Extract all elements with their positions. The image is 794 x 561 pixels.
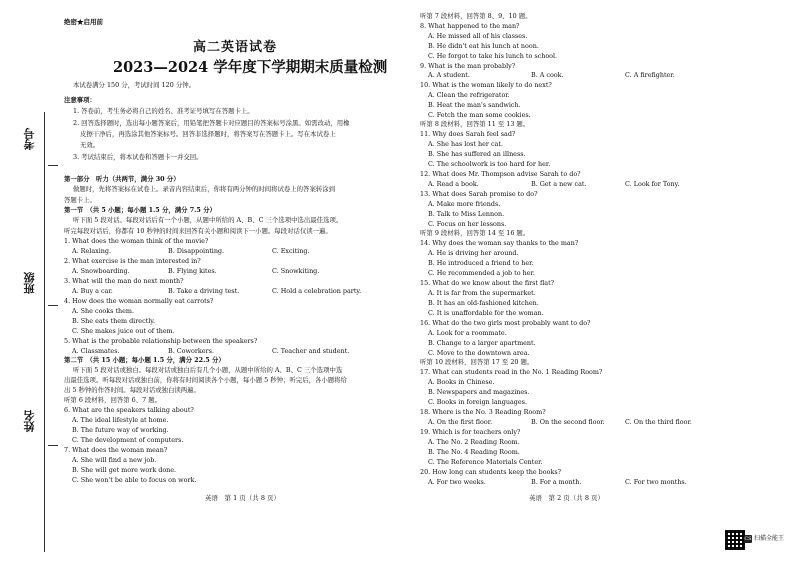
left-line: 出最佳选项。听每段对话或独白前，你将有时间阅读各个小题，每小题 5 秒钟；听完后，各小题将给 [64,376,347,384]
left-line: 做题时，先将答案标在试卷上。录音内容结束后，你将有两分钟的时间将试卷上的答案转涂到 [73,185,336,193]
right-line: C. It is unaffordable for the woman. [428,309,544,317]
left-line: C. The development of computers. [72,436,184,444]
right-line: A. For two weeks. [428,478,486,486]
right-line: 9. What is the man probably? [420,62,516,70]
right-line: B. Change to a larger apartment. [428,339,536,347]
fill-line [48,445,58,446]
right-line: 17. What can students read in the No. 1 Reading Room? [420,368,603,376]
exam-number-label: 考号 [23,128,36,150]
right-line: 13. What does Sarah promise to do? [420,190,538,198]
left-line: 1. 答卷前，考生务必将自己的姓名、准考证号填写在答题卡上。 [73,107,254,115]
left-line: A. Snowboarding. [72,267,130,275]
right-line: 听第 8 段材料，回答第 11 至 13 题。 [420,120,530,128]
right-line: B. Heat the man's sandwich. [428,101,521,109]
right-line: A. The No. 2 Reading Room. [428,438,520,446]
left-line: 皮擦干净后，再选涂其他答案标号。回答非选择题时，将答案写在答题卡上。写在本试卷上 [80,130,336,138]
right-line: A. She has lost her cat. [428,140,503,148]
left-line: 出 5 秒钟的作答时间。每段对话或独白读两遍。 [64,386,200,394]
left-line: 第二节 （共 15 小题；每小题 1.5 分，满分 22.5 分） [64,356,225,364]
right-line: B. For a month. [531,478,582,486]
right-line: A. A student. [428,71,470,79]
fill-line [48,165,58,166]
right-line: A. On the first floor. [428,418,493,426]
right-line: 19. Which is for teachers only? [420,428,521,436]
right-line: C. A firefighter. [625,71,675,79]
right-line: 听第 10 段材料，回答第 17 至 20 题。 [420,358,534,366]
right-line: A. Look for a roommate. [428,329,507,337]
right-line: A. He is driving her around. [428,249,519,257]
class-label: 班级 [23,272,36,294]
left-line: 听完每段对话后，你都有 10 秒钟的时间来回答有关小题和阅读下一小题。每段对话仅读一遍。 [64,227,332,235]
exam-title: 高二英语试卷 [193,40,278,55]
right-line: B. He introduced a friend to her. [428,259,534,267]
left-line: 3. 考试结束后，将本试卷和答题卡一并交回。 [73,153,203,161]
left-line: 注意事项： [64,96,96,104]
scanner-watermark-text: 扫描全能王 [754,535,785,542]
scanner-logo-icon: CS [744,536,752,542]
left-line: 第一部分 听力（共两节，满分 30 分） [64,175,180,183]
left-line: 答题卡上。 [64,196,96,204]
left-line: 2. 回答选择题时，选出每小题答案后，用铅笔把答题卡对应题目的答案标号涂黑。如需改动，用橡 [73,119,350,127]
left-line: B. Disappointing. [168,247,225,255]
right-line: B. Talk to Miss Lennon. [428,210,505,218]
left-line: 听第 6 段材料，回答第 6、7 题。 [64,396,162,404]
right-line: C. On the third floor. [625,418,692,426]
right-line: C. Move to the downtown area. [428,349,530,357]
confidential-mark: 绝密★启用前 [64,18,103,26]
left-line: 5. What is the probable relationship between the speakers? [64,337,258,345]
right-line: B. Get a new cat. [531,180,587,188]
left-line: 6. What are the speakers talking about? [64,406,194,414]
right-line: B. Newspapers and magazines. [428,388,530,396]
right-line: C. Focus on her lessons. [428,220,507,228]
right-page-footer: 英语 第 2 页（共 8 页） [529,494,605,502]
right-line: C. Fetch the man some cookies. [428,111,531,119]
left-line: B. She eats them directly. [72,317,156,325]
right-line: B. A cook. [531,71,564,79]
left-line: C. Exciting. [272,247,310,255]
right-line: 15. What do we know about the first flat? [420,279,555,287]
right-line: B. She has suffered an illness. [428,150,526,158]
right-line: B. He didn't eat his lunch at noon. [428,42,539,50]
left-line: A. The ideal lifestyle at home. [72,416,169,424]
left-page-footer: 英语 第 1 页（共 8 页） [205,494,281,502]
right-line: A. Clean the refrigerator. [428,91,510,99]
right-line: B. It has an old-fashioned kitchen. [428,299,539,307]
right-line: A. Make more friends. [428,200,501,208]
left-line: C. She won't be able to focus on work. [72,476,197,484]
left-line: C. Snowkiting. [272,267,320,275]
right-line: 听第 9 段材料，回答第 14 至 16 题。 [420,229,530,237]
right-line: C. Look for Tony. [625,180,680,188]
qr-code-icon [725,530,745,550]
right-line: C. Books in foreign languages. [428,398,527,406]
right-line: A. Read a book. [428,180,479,188]
left-line: C. Hold a celebration party. [272,287,362,295]
left-line: 7. What does the woman mean? [64,446,168,454]
right-line: 10. What is the woman likely to do next? [420,81,552,89]
left-line: 1. What does the woman think of the movie? [64,237,209,245]
left-line: 听下面 5 段对话或独白。每段对话或独白后有几个小题，从题中所给的 A、B、C 三个选项中选 [73,366,343,374]
left-line: B. Take a driving test. [168,287,240,295]
right-line: 听第 7 段材料，回答第 8、9、10 题。 [420,12,532,20]
scanner-watermark [744,533,784,543]
right-line: 16. What do the two girls most probably want to do? [420,319,591,327]
left-line: 4. How does the woman normally eat carrots? [64,297,214,305]
exam-subtitle: 2023—2024 学年度下学期期末质量检测 [113,59,388,76]
left-line: A. Relaxing. [72,247,112,255]
right-line: B. On the second floor. [531,418,605,426]
left-line: 3. What will the man do next month? [64,277,184,285]
left-line: 2. What exercise is the man interested in? [64,257,201,265]
left-line: A. Classmates. [72,347,120,355]
right-line: C. For two months. [625,478,687,486]
name-label: 姓名 [23,410,36,432]
right-line: C. He recommended a job to her. [428,269,535,277]
left-line: B. Flying kites. [168,267,217,275]
left-line: 第一节 （共 5 小题；每小题 1.5 分，满分 7.5 分） [64,206,216,214]
right-line: 14. Why does the woman say thanks to the man? [420,239,579,247]
right-line: 12. What does Mr. Thompson advise Sarah to do? [420,170,581,178]
left-line: 听下面 5 段对话。每段对话后有一个小题，从题中所给的 A、B、C 三个选项中选出最佳选项。 [73,216,343,224]
left-line: B. The future way of working. [72,426,169,434]
left-line: C. She makes juice out of them. [72,327,175,335]
left-line: 无效。 [80,141,100,149]
right-line: C. He forgot to take his lunch to school. [428,52,558,60]
right-line: 8. What happened to the man? [420,22,520,30]
left-line: C. Teacher and student. [272,347,350,355]
binding-line [44,112,45,552]
right-line: 18. Where is the No. 3 Reading Room? [420,408,546,416]
left-line: B. She will get more work done. [72,466,177,474]
left-line: A. She cooks them. [72,307,134,315]
right-line: 20. How long can students keep the books? [420,468,562,476]
right-line: B. The No. 4 Reading Room. [428,448,520,456]
left-line: A. She will find a new job. [72,456,157,464]
left-line: B. Coworkers. [168,347,214,355]
right-line: A. He missed all of his classes. [428,32,528,40]
right-line: C. The schoolwork is too hard for her. [428,160,551,168]
fill-line [48,305,58,306]
left-line: A. Buy a car. [72,287,113,295]
right-line: C. The Reference Materials Center. [428,458,543,466]
right-line: A. Books in Chinese. [428,378,495,386]
right-line: 11. Why does Sarah feel sad? [420,130,516,138]
right-line: A. It is far from the supermarket. [428,289,536,297]
left-line: 本试卷满分 150 分，考试时间 120 分钟。 [73,81,195,89]
